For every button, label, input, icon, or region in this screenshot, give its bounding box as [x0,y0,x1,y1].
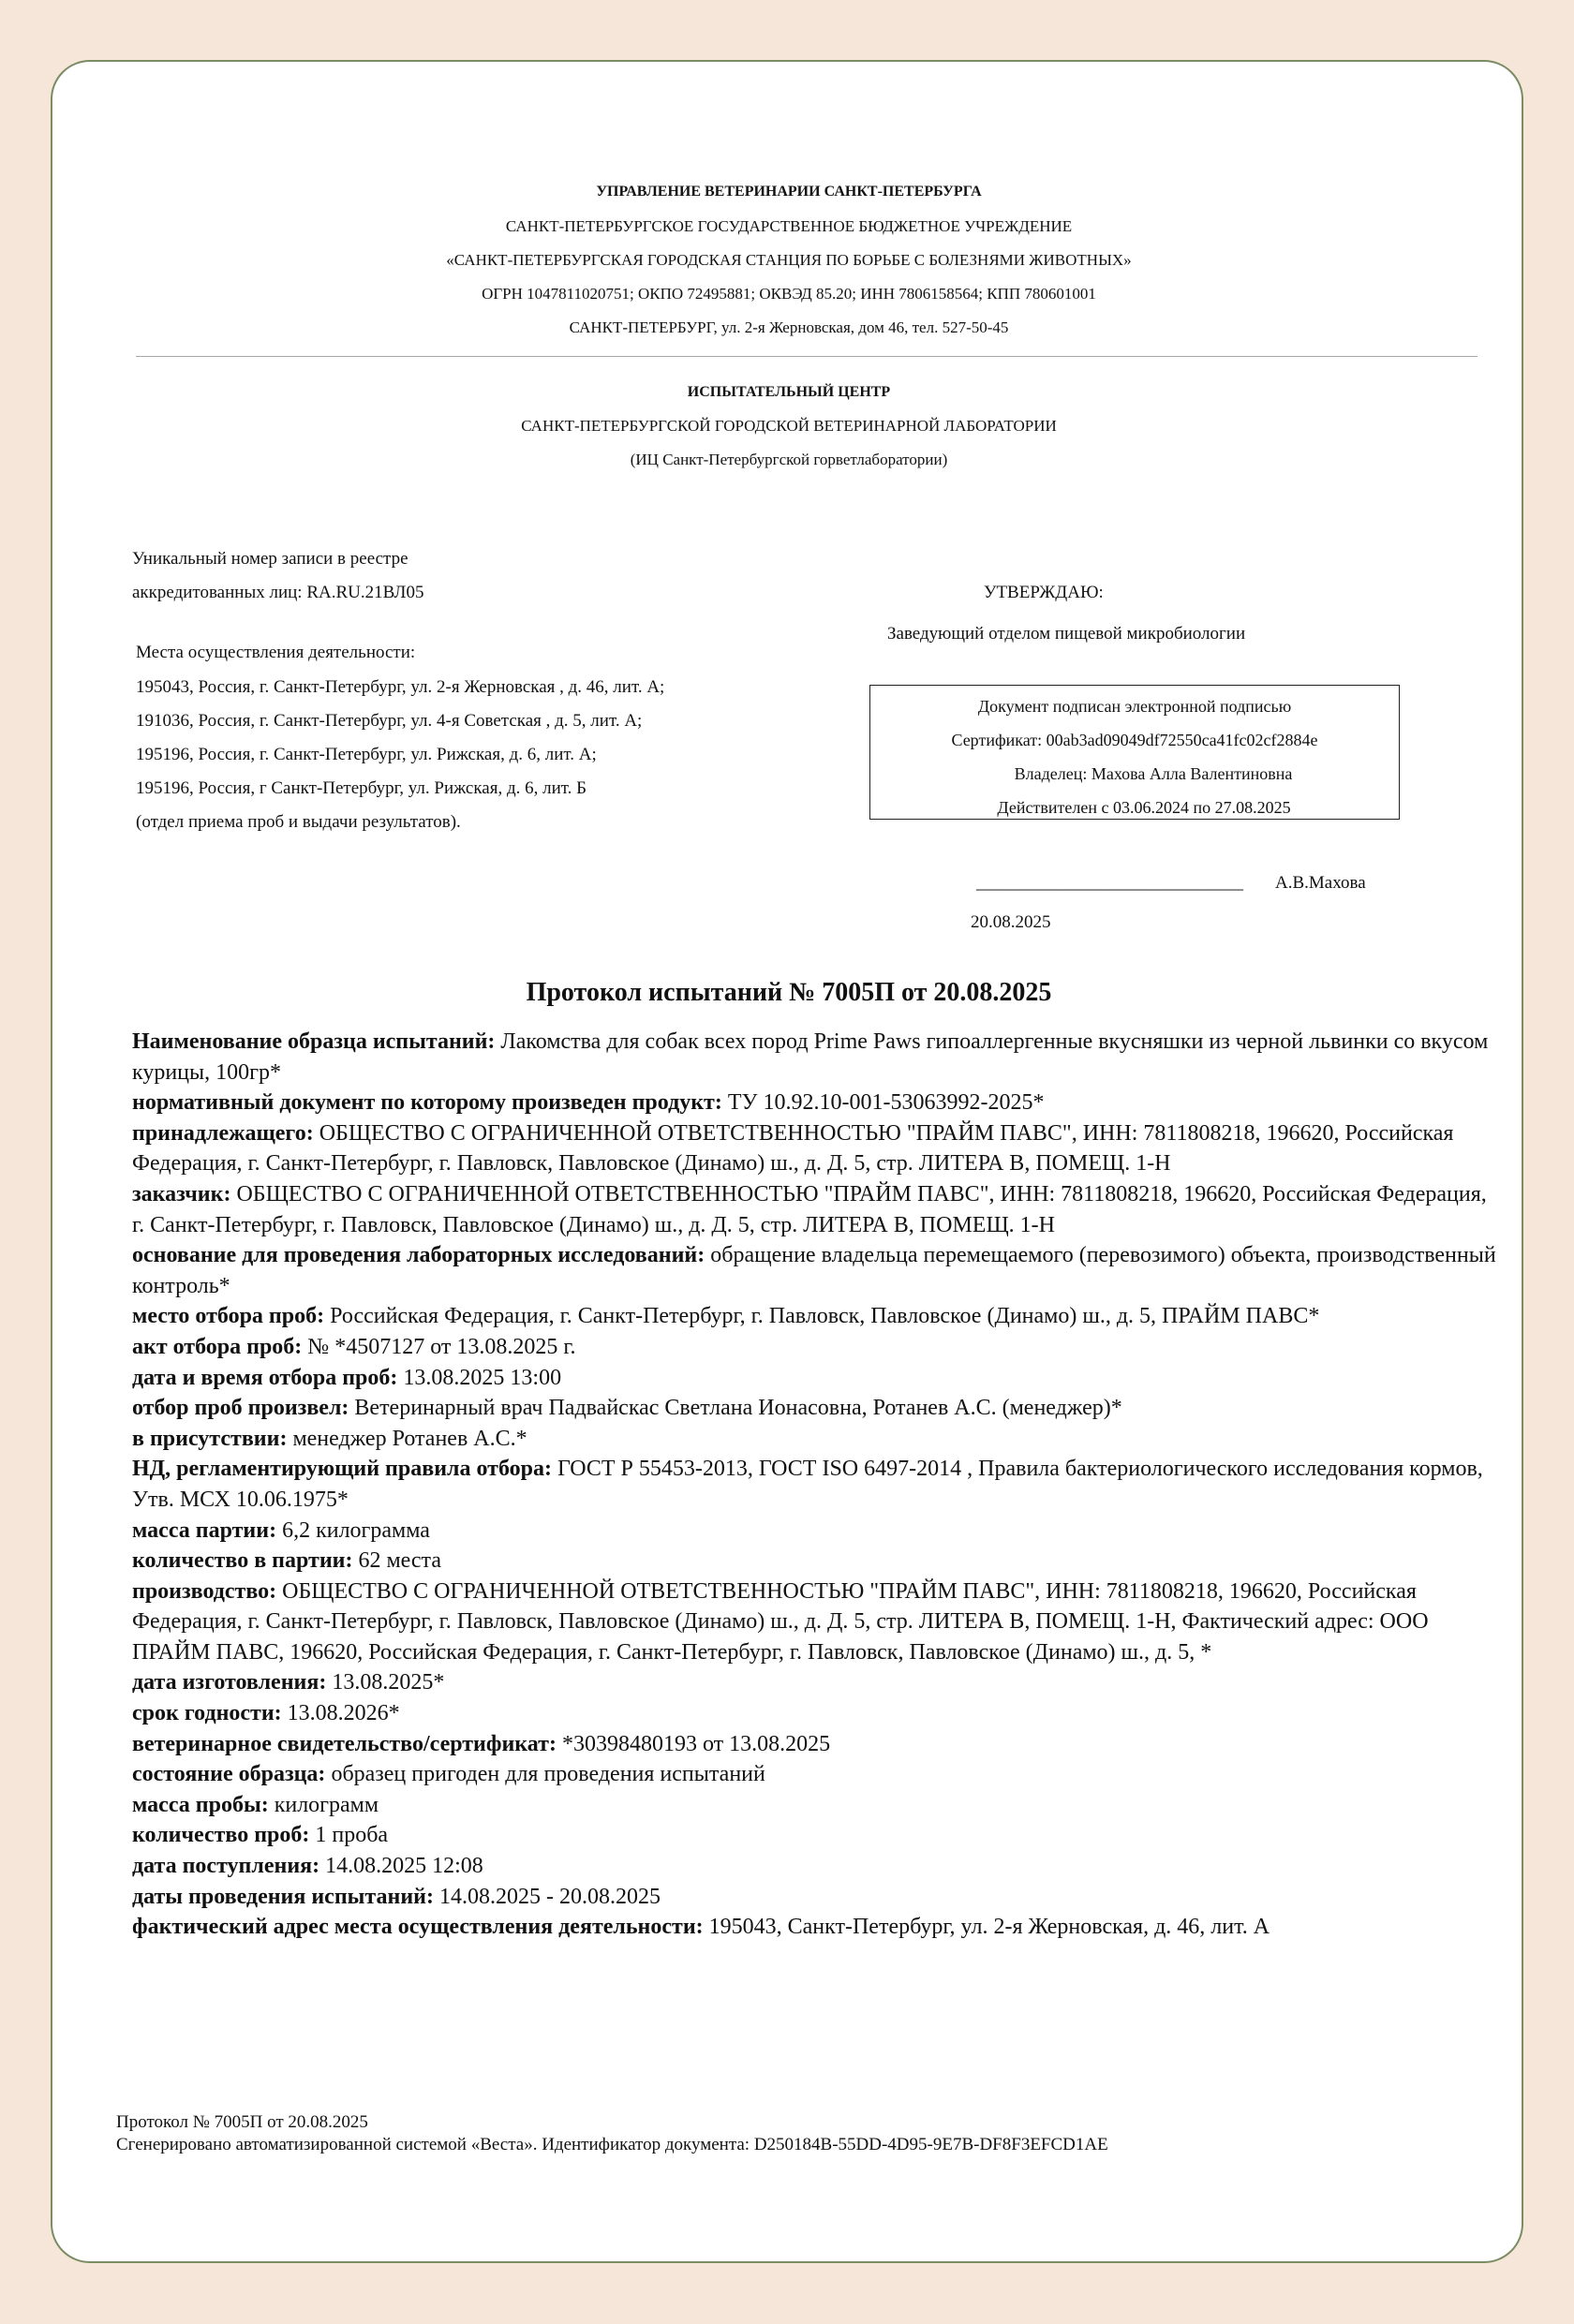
field-value: обращение владельца перемещаемого (перевозимого) объекта, производственный контроль* [132,1243,1496,1298]
protocol-field [132,1698,1500,1729]
locations-title: Места осуществления деятельности: [136,643,416,662]
protocol-field [132,1759,1500,1790]
field-value: килограмм [274,1792,379,1817]
protocol-field [132,1790,1500,1821]
field-value: ГОСТ Р 55453-2013, ГОСТ ISO 6497-2014 , Правила бактериологического исследования кормов, Утв. МСХ 10.06.1975* [132,1457,1483,1512]
field-label: основание для проведения лабораторных исследований: [132,1243,705,1268]
esign-line-3: Владелец: Махова Алла Валентиновна [1014,764,1293,783]
document-sheet [51,60,1523,2263]
field-value: 13.08.2026* [287,1701,400,1726]
field-label: принадлежащего: [132,1120,314,1146]
field-label: дата поступления: [132,1854,320,1879]
header-line-4: ОГРН 1047811020751; ОКПО 72495881; ОКВЭД 85.20; ИНН 7806158564; КПП 780601001 [482,285,1096,303]
field-value: 1 проба [315,1823,389,1848]
protocol-field [132,1546,1500,1576]
header-line-3: «САНКТ-ПЕТЕРБУРГСКАЯ ГОРОДСКАЯ СТАНЦИЯ ПО БОРЬБЕ С БОЛЕЗНЯМИ ЖИВОТНЫХ» [446,251,1132,269]
location-item: 191036, Россия, г. Санкт-Петербург, ул. 4-я Советская , д. 5, лит. А; [136,711,643,731]
protocol-field [132,1240,1500,1301]
esign-line-2: Сертификат: 00ab3ad09049df72550ca41fc02cf2884e [951,731,1318,749]
approver-name: А.В.Махова [1275,873,1366,893]
protocol-field [132,1882,1500,1913]
field-label: масса пробы: [132,1792,269,1817]
field-value: менеджер Ротанев А.С.* [292,1426,527,1451]
center-subtitle: САНКТ-ПЕТЕРБУРГСКОЙ ГОРОДСКОЙ ВЕТЕРИНАРНОЙ ЛАБОРАТОРИИ [521,417,1057,435]
protocol-field [132,1454,1500,1515]
field-value: ТУ 10.92.10-001-53063992-2025* [727,1090,1045,1116]
esign-line-4: Действителен с 03.06.2024 по 27.08.2025 [997,798,1291,817]
center-title: ИСПЫТАТЕЛЬНЫЙ ЦЕНТР [687,384,891,400]
location-item: 195196, Россия, г Санкт-Петербург, ул. Рижская, д. 6, лит. Б [136,778,587,798]
field-label: дата и время отбора проб: [132,1365,398,1390]
field-value: № *4507127 от 13.08.2025 г. [307,1334,576,1359]
field-value: 14.08.2025 12:08 [325,1854,483,1879]
protocol-field [132,1820,1500,1851]
field-label: количество в партии: [132,1548,353,1574]
footer-line-2: Сгенерировано автоматизированной системой «Веста». Идентификатор документа: D250184B-55DD-4D95-9E7B-DF8F3EFCD1AE [116,2135,1108,2154]
esign-line-1: Документ подписан электронной подписью [977,697,1292,716]
field-value: Российская Федерация, г. Санкт-Петербург, г. Павловск, Павловское (Динамо) ш., д. 5, ПРАЙМ ПАВС* [330,1304,1320,1329]
field-value: ОБЩЕСТВО С ОГРАНИЧЕННОЙ ОТВЕТСТВЕННОСТЬЮ "ПРАЙМ ПАВС", ИНН: 7811808218, 196620, Российская Федерация, г. Санкт-Петербург, г. Павловск, Павловское (Динамо) ш., д. Д. 5, стр. ЛИТЕРА В, ПОМЕЩ. 1-Н, Фактический адрес: ООО ПРАЙМ ПАВС, 196620, Российская Федерация, г. Санкт-Петербург, г. Павловск, Павловское (Динамо) ш., д. 5, * [132,1578,1429,1665]
footer [116,2111,1108,2156]
header-divider [136,356,1477,357]
header-line-1: УПРАВЛЕНИЕ ВЕТЕРИНАРИИ САНКТ-ПЕТЕРБУРГА [596,184,982,200]
protocol-field [132,1301,1500,1332]
protocol-field [132,1912,1500,1943]
protocol-field [132,1088,1500,1118]
protocol-field [132,1576,1500,1668]
location-item: (отдел приема проб и выдачи результатов). [136,812,461,832]
field-label: в присутствии: [132,1426,288,1451]
protocol-field [132,1179,1500,1240]
protocol-field [132,1516,1500,1547]
location-item: 195043, Россия, г. Санкт-Петербург, ул. 2-я Жерновская , д. 46, лит. А; [136,677,665,697]
protocol-field [132,1667,1500,1698]
field-label: срок годности: [132,1701,282,1726]
registry-line-1: Уникальный номер записи в реестре [132,549,408,569]
footer-line-1: Протокол № 7005П от 20.08.2025 [116,2112,368,2132]
location-item: 195196, Россия, г. Санкт-Петербург, ул. Рижская, д. 6, лит. А; [136,745,597,764]
field-value: 13.08.2025 13:00 [403,1365,562,1390]
field-label: фактический адрес места осуществления деятельности: [132,1915,704,1940]
field-label: ветеринарное свидетельство/сертификат: [132,1731,557,1756]
protocol-field [132,1027,1500,1088]
field-label: состояние образца: [132,1762,326,1787]
registry-line-2: аккредитованных лиц: RA.RU.21ВЛ05 [132,583,424,602]
esign-stamp [869,685,1400,820]
field-value: 14.08.2025 - 20.08.2025 [438,1884,661,1909]
field-label: масса партии: [132,1517,277,1543]
field-label: место отбора проб: [132,1304,325,1329]
field-label: отбор проб произвел: [132,1396,349,1421]
protocol-field [132,1363,1500,1394]
protocol-title: Протокол испытаний № 7005П от 20.08.2025 [526,978,1052,1007]
approve-position: Заведующий отделом пищевой микробиологии [887,624,1246,644]
protocol-field [132,1118,1500,1179]
protocol-field [132,1332,1500,1363]
field-value: 62 места [358,1548,441,1574]
protocol-field [132,1393,1500,1424]
field-label: акт отбора проб: [132,1334,303,1359]
field-label: даты проведения испытаний: [132,1884,434,1909]
field-label: нормативный документ по которому произведен продукт: [132,1090,722,1116]
approve-label: УТВЕРЖДАЮ: [984,583,1104,602]
center-abbrev: (ИЦ Санкт-Петербургской горветлаборатории) [630,451,948,468]
field-label: заказчик: [132,1181,231,1206]
field-label: Наименование образца испытаний: [132,1029,496,1054]
protocol-field [132,1424,1500,1455]
field-value: образец пригоден для проведения испытаний [331,1762,765,1787]
protocol-field [132,1851,1500,1882]
field-value: 13.08.2025* [332,1670,445,1695]
protocol-field [132,1729,1500,1760]
protocol-fields [132,1027,1500,1943]
locations-list [136,671,664,839]
header-line-2: САНКТ-ПЕТЕРБУРГСКОЕ ГОСУДАРСТВЕННОЕ БЮДЖЕТНОЕ УЧРЕЖДЕНИЕ [505,217,1073,235]
field-value: ОБЩЕСТВО С ОГРАНИЧЕННОЙ ОТВЕТСТВЕННОСТЬЮ "ПРАЙМ ПАВС", ИНН: 7811808218, 196620, Российская Федерация, г. Санкт-Петербург, г. Павловск, Павловское (Динамо) ш., д. Д. 5, стр. ЛИТЕРА В, ПОМЕЩ. 1-Н [132,1120,1454,1177]
approve-date: 20.08.2025 [971,912,1051,932]
header-line-5: САНКТ-ПЕТЕРБУРГ, ул. 2-я Жерновская, дом 46, тел. 527-50-45 [569,318,1009,336]
field-value: *30398480193 от 13.08.2025 [561,1731,831,1756]
field-label: производство: [132,1578,277,1604]
field-value: ОБЩЕСТВО С ОГРАНИЧЕННОЙ ОТВЕТСТВЕННОСТЬЮ "ПРАЙМ ПАВС", ИНН: 7811808218, 196620, Российская Федерация, г. Санкт-Петербург, г. Павловск, Павловское (Динамо) ш., д. Д. 5, стр. ЛИТЕРА В, ПОМЕЩ. 1-Н [132,1181,1487,1237]
field-label: дата изготовления: [132,1670,327,1695]
field-value: Ветеринарный врач Падвайскас Светлана Ионасовна, Ротанев А.С. (менеджер)* [354,1396,1122,1421]
field-value: 195043, Санкт-Петербург, ул. 2-я Жерновская, д. 46, лит. А [708,1915,1270,1940]
field-value: 6,2 килограмма [282,1517,430,1543]
field-label: количество проб: [132,1823,310,1848]
field-value: Лакомства для собак всех пород Prime Paws гипоаллергенные вкусняшки из черной львинки со вкусом курицы, 100гр* [132,1029,1489,1085]
field-label: НД, регламентирующий правила отбора: [132,1457,552,1482]
signature-line: ______________________________ [976,873,1243,893]
